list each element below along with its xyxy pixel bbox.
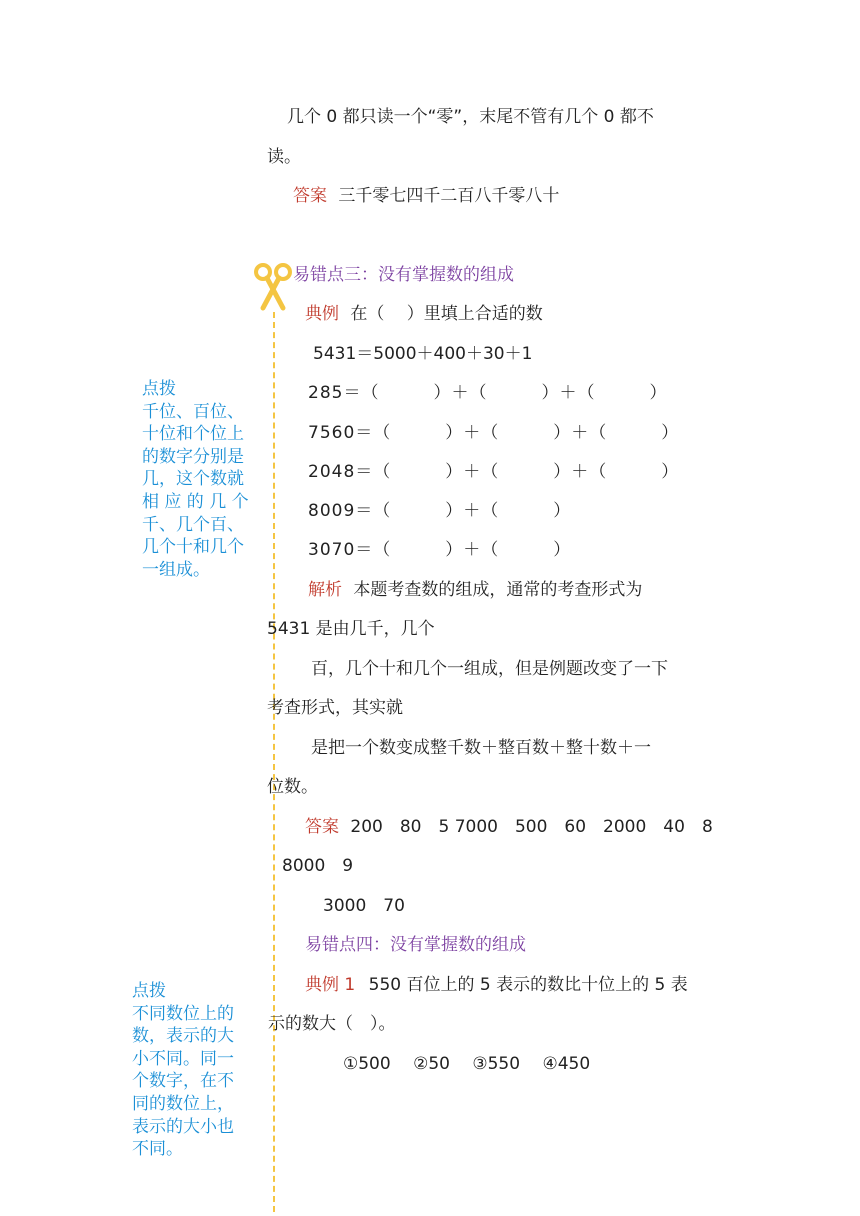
answer-options: ①500 ②50 ③550 ④450 <box>343 1054 591 1074</box>
analysis-line-6: 位数。 <box>267 777 318 797</box>
tip2-line-3: 小不同。同一 <box>132 1048 234 1069</box>
answer3-text-1: 200 80 5 7000 500 60 2000 40 8 <box>350 817 713 837</box>
answer-label: 答案 <box>293 186 327 206</box>
answer-text: 三千零七四千二百八千零八十 <box>338 186 560 206</box>
section3-title: 易错点三：没有掌握数的组成 <box>293 265 514 285</box>
analysis-label: 解析 <box>308 580 342 600</box>
tip1-line-6: 千、几个百、 <box>142 514 244 535</box>
margin-dashed-line <box>273 312 275 1212</box>
tip2-title: 点拨 <box>132 981 166 1001</box>
analysis-line-2: 5431 是由几千，几个 <box>267 619 435 639</box>
analysis-line-1 <box>308 579 642 601</box>
prev-answer <box>293 185 559 207</box>
example-text: 在（ ）里填上合适的数 <box>350 304 543 324</box>
tip1-line-8: 一组成。 <box>142 559 210 580</box>
answer-line-3: 3000 70 <box>323 896 405 916</box>
tip2-line-4: 个数字，在不 <box>132 1071 234 1092</box>
prev-text-line-2: 读。 <box>267 147 301 167</box>
analysis-line-4: 考查形式，其实就 <box>267 698 403 718</box>
tip2-line-6: 表示的大小也 <box>132 1116 234 1137</box>
tip2-line-1: 不同数位上的 <box>132 1003 234 1024</box>
analysis-line-5: 是把一个数变成整千数＋整百数＋整十数＋一 <box>311 738 651 758</box>
answer-line-2: 8000 9 <box>282 856 354 876</box>
equation-row-3: 2048＝（ ）＋（ ）＋（ ） <box>308 462 680 482</box>
section4-example-line-2: 示的数大（ ）。 <box>268 1014 396 1034</box>
section4-example-line-1 <box>305 974 688 996</box>
tip2-line-7: 不同。 <box>132 1139 183 1160</box>
analysis-text-1: 本题考查数的组成，通常的考查形式为 <box>353 580 643 600</box>
tip-box-2 <box>132 980 234 1161</box>
tip-box-1 <box>142 378 249 581</box>
example4-text-1: 550 百位上的 5 表示的数比十位上的 5 表 <box>368 975 688 995</box>
tip1-line-1: 千位、百位、 <box>142 401 244 422</box>
example4-label: 典例 1 <box>305 975 356 995</box>
answer3-label: 答案 <box>305 817 339 837</box>
prev-text-line-1: 几个 0 都只读一个“零”，末尾不管有几个 0 都不 <box>287 107 654 127</box>
scissors-icon <box>253 262 293 312</box>
equation-row-5: 3070＝（ ）＋（ ） <box>308 540 572 560</box>
analysis-line-3: 百，几个十和几个一组成，但是例题改变了一下 <box>311 659 668 679</box>
equation-row-4: 8009＝（ ）＋（ ） <box>308 501 572 521</box>
example-label: 典例 <box>305 304 339 324</box>
equation-row-1: 285＝（ ）＋（ ）＋（ ） <box>308 383 668 403</box>
equation-row-2: 7560＝（ ）＋（ ）＋（ ） <box>308 423 680 443</box>
tip1-line-4: 几，这个数就 <box>142 469 244 490</box>
tip1-line-3: 的数字分别是 <box>142 446 244 467</box>
tip1-line-5: 相 应 的 几 个 <box>142 491 249 512</box>
tip1-line-2: 十位和个位上 <box>142 424 244 445</box>
given-equation: 5431＝5000＋400＋30＋1 <box>313 344 533 364</box>
tip2-line-2: 数，表示的大 <box>132 1026 234 1047</box>
section4-title: 易错点四：没有掌握数的组成 <box>305 935 526 955</box>
answer-line-1 <box>305 816 713 838</box>
tip2-line-5: 同的数位上， <box>132 1093 234 1114</box>
tip1-line-7: 几个十和几个 <box>142 537 244 558</box>
tip1-title: 点拨 <box>142 379 176 399</box>
section3-example <box>305 303 543 325</box>
